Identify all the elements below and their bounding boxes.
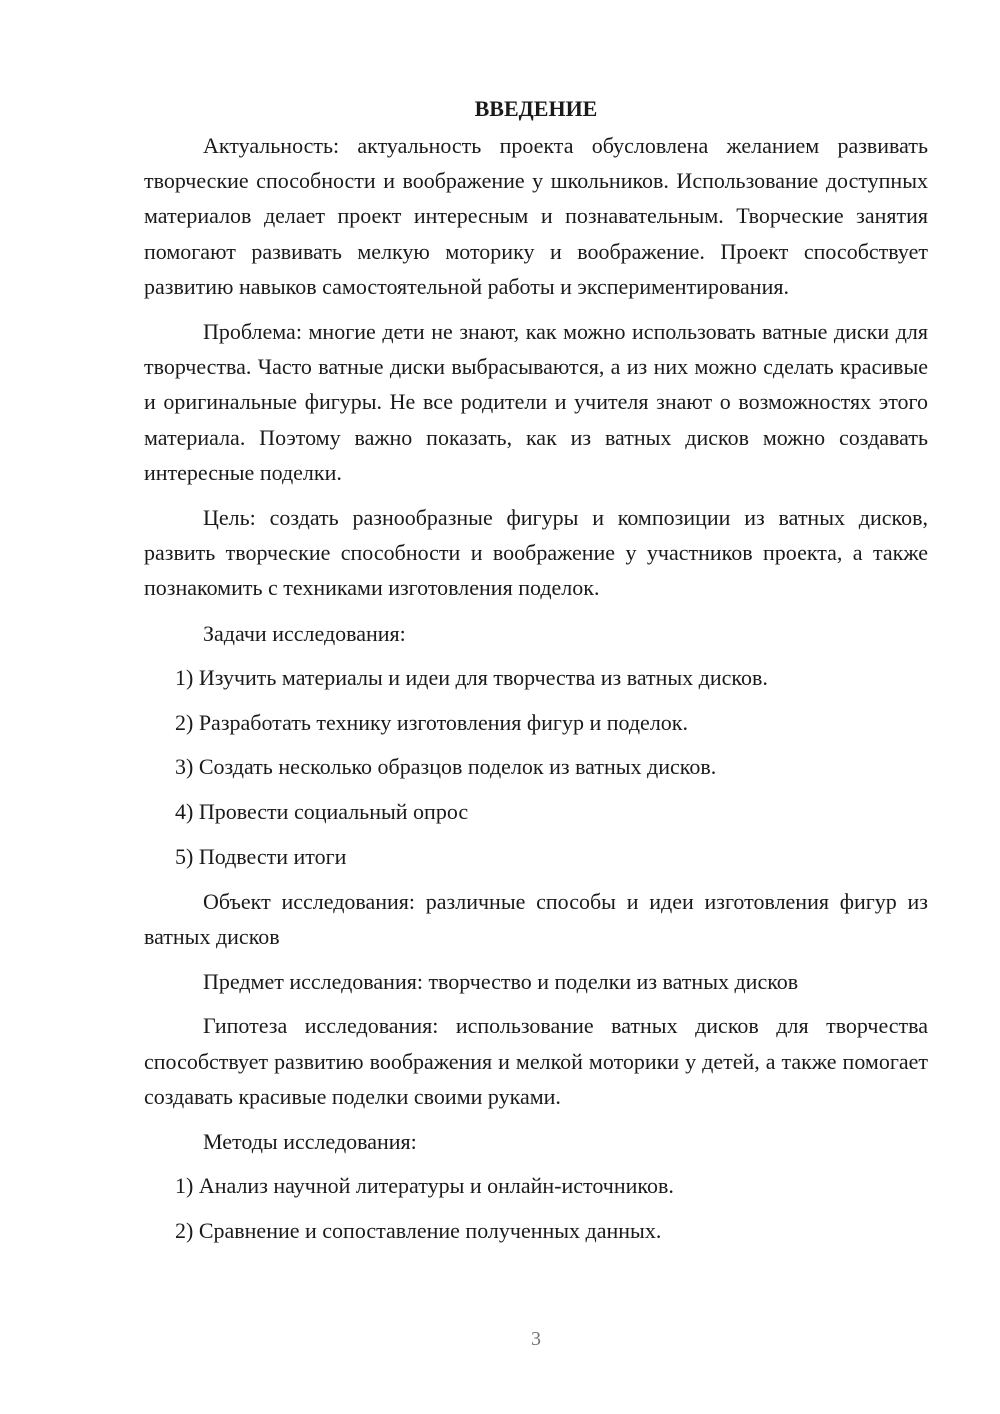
document-page	[144, 92, 928, 1258]
list-item: 2) Разработать технику изготовления фигур и поделок.	[175, 709, 688, 735]
list-item: 2) Сравнение и сопоставление полученных данных.	[175, 1218, 662, 1244]
paragraph-problem: Проблема: многие дети не знают, как можно использовать ватные диски для творчества. Часто ватные диски выбрасываются, а из них можно сделать красивые и оригинальные фигуры. Не все родители и учителя знают о возможностях этого материала. Поэтому важно показать, как из ватных дисков можно создавать интересные поделки.	[144, 319, 928, 485]
section-title: ВВЕДЕНИЕ	[474, 96, 598, 121]
paragraph-hypothesis: Гипотеза исследования: использование ватных дисков для творчества способствует развитию воображения и мелкой моторики у детей, а также помогает создавать красивые поделки своими руками.	[144, 1013, 928, 1109]
paragraph-subject: Предмет исследования: творчество и поделки из ватных дисков	[203, 969, 799, 995]
list-item: 5) Подвести итоги	[175, 844, 347, 870]
paragraph-relevance: Актуальность: актуальность проекта обусловлена желанием развивать творческие способности и воображение у школьников. Использование доступных материалов делает проект интересным и познавательным. Творческие занятия помогают развивать мелкую моторику и воображение. Проект способствует развитию навыков самостоятельной работы и экспериментирования.	[144, 133, 928, 299]
page-number: 3	[531, 1328, 541, 1350]
list-item: 1) Анализ научной литературы и онлайн-источников.	[175, 1173, 674, 1199]
tasks-list	[144, 660, 928, 874]
paragraph-goal: Цель: создать разнообразные фигуры и композиции из ватных дисков, развить творческие способности и воображение у участников проекта, а также познакомить с техниками изготовления поделок.	[144, 505, 928, 601]
methods-list	[144, 1168, 928, 1248]
paragraph-object: Объект исследования: различные способы и идеи изготовления фигур из ватных дисков	[144, 888, 928, 950]
methods-heading: Методы исследования:	[203, 1129, 417, 1155]
list-item: 1) Изучить материалы и идеи для творчества из ватных дисков.	[175, 664, 768, 690]
tasks-heading: Задачи исследования:	[203, 620, 406, 646]
list-item: 3) Создать несколько образцов поделок из ватных дисков.	[175, 754, 717, 780]
list-item: 4) Провести социальный опрос	[175, 799, 469, 825]
